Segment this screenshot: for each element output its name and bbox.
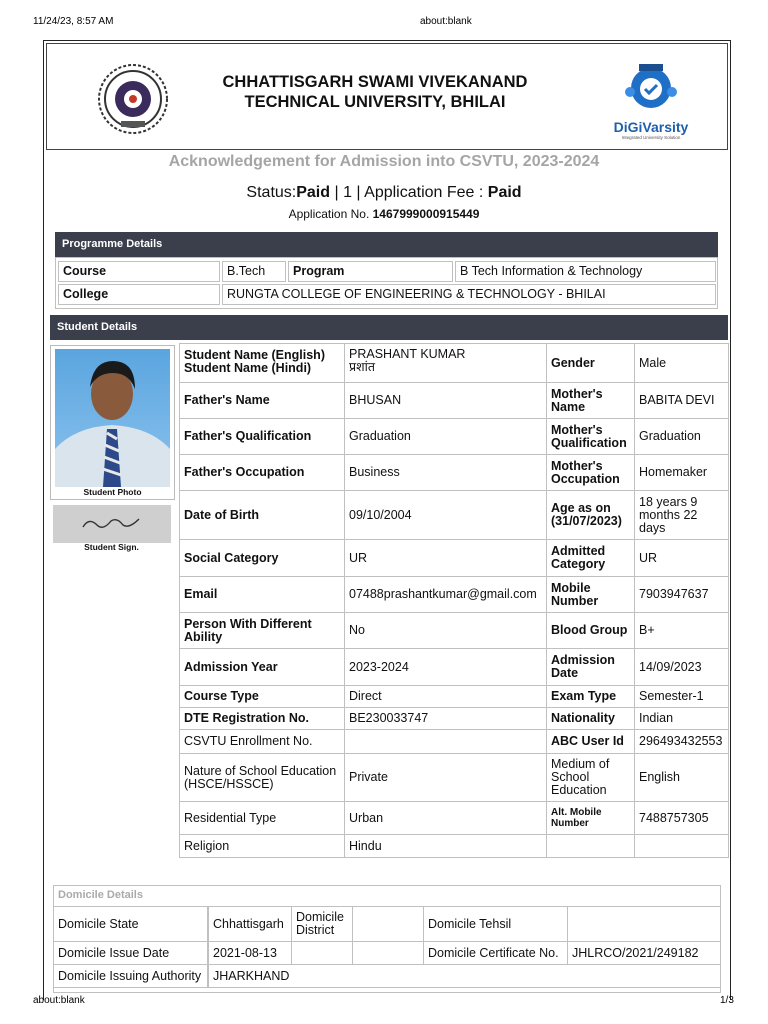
course-type: Direct: [344, 685, 547, 708]
domicile-tehsil-label: Domicile Tehsil: [423, 906, 568, 942]
program-value: B Tech Information & Technology: [455, 261, 716, 282]
empty-cell: [291, 941, 353, 965]
residential-type-label: Residential Type: [179, 801, 345, 835]
gender-value: Male: [634, 343, 729, 383]
student-photo-frame: [50, 345, 175, 500]
age-value: 18 years 9 months 22 days: [634, 490, 729, 540]
student-photo: [55, 349, 170, 487]
mother-qualification: Graduation: [634, 418, 729, 455]
alt-mobile: 7488757305: [634, 801, 729, 835]
print-page-number: 1/3: [720, 995, 734, 1006]
status-value: Paid: [296, 184, 331, 201]
exam-type: Semester-1: [634, 685, 729, 708]
mother-occupation: Homemaker: [634, 454, 729, 491]
digivarsity-logo: [605, 62, 697, 140]
mother-occupation-label: Mother's Occupation: [546, 454, 635, 491]
enrollment-value: [344, 729, 547, 754]
domicile-state-label: Domicile State: [53, 906, 208, 942]
status-line: [0, 184, 768, 202]
nationality-label: Nationality: [546, 707, 635, 730]
father-occupation: Business: [344, 454, 547, 491]
domicile-tehsil: [567, 906, 721, 942]
print-datetime: 11/24/23, 8:57 AM: [33, 16, 114, 27]
domicile-issue-date: 2021-08-13: [208, 941, 292, 965]
school-education-label: Nature of School Education (HSCE/HSSCE): [179, 753, 345, 802]
program-label: Program: [288, 261, 453, 282]
admission-date: 14/09/2023: [634, 648, 729, 686]
enrollment-label: CSVTU Enrollment No.: [179, 729, 345, 754]
name-english-label: Student Name (English): [184, 348, 325, 362]
programme-details-header: Programme Details: [55, 232, 718, 257]
religion-label: Religion: [179, 834, 345, 858]
domicile-details-header: Domicile Details: [58, 889, 143, 901]
digivarsity-tagline: Integrated University Solution: [621, 135, 681, 140]
pwd-label: Person With Different Ability: [179, 612, 345, 649]
university-name-line2: TECHNICAL UNIVERSITY, BHILAI: [244, 93, 506, 111]
college-label: College: [58, 284, 220, 305]
student-signature-frame: [50, 503, 175, 555]
mother-name-label: Mother's Name: [546, 382, 635, 419]
dob-label: Date of Birth: [179, 490, 345, 540]
status-label: Status:: [246, 184, 297, 201]
student-photo-icon: [55, 349, 170, 487]
name-english: PRASHANT KUMAR: [349, 347, 466, 361]
name-hindi-label: Student Name (Hindi): [184, 361, 312, 375]
mother-qualification-label: Mother's Qualification: [546, 418, 635, 455]
acknowledgement-title: Acknowledgement for Admission into CSVTU, 2023-2024: [168, 153, 600, 170]
empty-cell: [352, 941, 424, 965]
residential-type: Urban: [344, 801, 547, 835]
dob-value: 09/10/2004: [344, 490, 547, 540]
father-qualification-label: Father's Qualification: [179, 418, 345, 455]
blood-group-label: Blood Group: [546, 612, 635, 649]
college-value: RUNGTA COLLEGE OF ENGINEERING & TECHNOLOGY - BHILAI: [222, 284, 716, 305]
university-name: [195, 72, 555, 112]
domicile-issue-date-label: Domicile Issue Date: [53, 941, 208, 965]
exam-type-label: Exam Type: [546, 685, 635, 708]
email-value: 07488prashantkumar@gmail.com: [344, 576, 547, 613]
student-name-values: [344, 343, 547, 383]
abc-user-id-label: ABC User Id: [546, 729, 635, 754]
social-category: UR: [344, 539, 547, 577]
digivarsity-text: DiGiVarsity: [613, 119, 689, 135]
admitted-category-label: Admitted Category: [546, 539, 635, 577]
student-signature: [53, 505, 171, 543]
print-url: about:blank: [420, 16, 472, 27]
university-seal-icon: [97, 63, 169, 135]
name-hindi: प्रशांत: [349, 360, 375, 374]
digivarsity-badge-icon: [605, 62, 697, 112]
father-qualification: Graduation: [344, 418, 547, 455]
dte-registration-label: DTE Registration No.: [179, 707, 345, 730]
print-footer-url: about:blank: [33, 995, 85, 1006]
empty-cell: [634, 834, 729, 858]
nationality: Indian: [634, 707, 729, 730]
abc-user-id: 296493432553: [634, 729, 729, 754]
domicile-authority-label: Domicile Issuing Authority: [53, 964, 208, 988]
application-number-line: [0, 207, 768, 221]
domicile-authority: JHARKHAND: [208, 964, 721, 988]
medium-label: Medium of School Education: [546, 753, 635, 802]
father-name-label: Father's Name: [179, 382, 345, 419]
father-occupation-label: Father's Occupation: [179, 454, 345, 491]
course-type-label: Course Type: [179, 685, 345, 708]
fee-status: Paid: [487, 184, 522, 201]
domicile-district: [352, 906, 424, 942]
age-label: Age as on (31/07/2023): [546, 490, 635, 540]
domicile-certificate-label: Domicile Certificate No.: [423, 941, 568, 965]
student-sign-caption: Student Sign.: [84, 542, 139, 552]
blood-group: B+: [634, 612, 729, 649]
admission-date-label: Admission Date: [546, 648, 635, 686]
empty-cell: [546, 834, 635, 858]
gender-label: Gender: [546, 343, 635, 383]
course-value: B.Tech: [222, 261, 286, 282]
admission-year: 2023-2024: [344, 648, 547, 686]
father-name: BHUSAN: [344, 382, 547, 419]
signature-scribble-icon: [53, 505, 171, 543]
mother-name: BABITA DEVI: [634, 382, 729, 419]
admission-year-label: Admission Year: [179, 648, 345, 686]
student-name-labels: [179, 343, 345, 383]
mobile-label: Mobile Number: [546, 576, 635, 613]
admitted-category: UR: [634, 539, 729, 577]
school-education: Private: [344, 753, 547, 802]
appno-label: Application No.: [288, 207, 373, 221]
student-details-header: Student Details: [50, 315, 728, 340]
domicile-district-label: Domicile District: [291, 906, 353, 942]
religion-value: Hindu: [344, 834, 547, 858]
pwd-value: No: [344, 612, 547, 649]
domicile-state: Chhattisgarh: [208, 906, 292, 942]
social-category-label: Social Category: [179, 539, 345, 577]
mobile-value: 7903947637: [634, 576, 729, 613]
email-label: Email: [179, 576, 345, 613]
alt-mobile-label: Alt. Mobile Number: [546, 801, 635, 835]
course-label: Course: [58, 261, 220, 282]
university-name-line1: CHHATTISGARH SWAMI VIVEKANAND: [222, 73, 528, 91]
medium-value: English: [634, 753, 729, 802]
domicile-certificate-number: JHLRCO/2021/249182: [567, 941, 721, 965]
status-mid: | 1 | Application Fee :: [330, 184, 488, 201]
student-photo-caption: Student Photo: [83, 487, 142, 497]
application-number: 1467999000915449: [372, 207, 480, 221]
dte-registration: BE230033747: [344, 707, 547, 730]
